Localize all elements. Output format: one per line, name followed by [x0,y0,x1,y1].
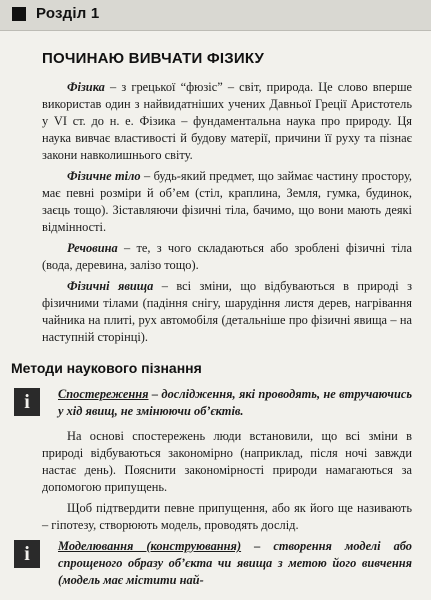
info-text-modeling [58,538,412,589]
paragraph-hypothesis: Щоб підтвердити певне припущення, або як його ще називають – гіпотезу, створюють модель, проводять дослід. [42,501,412,532]
info-text-observation [58,386,412,420]
page-header [0,0,431,31]
paragraph-physics [42,79,412,164]
header-square-marker [12,7,26,21]
paragraph-physical-body-text: – будь-який предмет, що займає частину простору, має певні розміри й об’ем (стіл, краплина, Земля, гумка, будинок, заєць тощо). Зіставляючи фізичні тіла, бачимо, що вони мають деякі відмінності. [42,169,412,234]
section-title: ПОЧИНАЮ ВИВЧАТИ ФІЗИКУ [42,50,265,67]
paragraph-regularities: На основі спостережень люди встановили, що всі зміни в природі відбуваються закономірно (наприклад, після ночі завжди настає день). Пояснити закономірності природи намагаються за допомогою припущень. [42,429,412,494]
term-modeling: Моделювання (конструювання) [58,539,242,553]
info-box-observation [12,386,412,420]
subsection-title-methods: Методи наукового пізнання [11,360,202,376]
paragraph-phenomena [42,278,412,346]
info-text-observation-body: – дослідження, які проводять, не втручаючись у хід явищ, не змінюючи об’єктів. [58,387,412,418]
info-icon: і [14,540,40,568]
info-icon: і [14,388,40,416]
paragraph-substance-text: – те, з чого складаються або зроблені фізичні тіла (вода, деревина, залізо тощо). [42,241,412,272]
chapter-label: Розділ 1 [36,5,100,22]
paragraph-physics-text: – з грецької “фюзіс” – світ, природа. Це слово вперше використав один з найвидатніших учених Давньої Греції Аристотель у VI ст. до н. е. Фізика – фундаментальна наука про природу. Ця наука вивчає властивості й будову матерії, причини її руху та пізнає закони навколишнього світу. [42,80,412,162]
page-content [11,50,412,597]
term-observation: Спостереження [58,387,149,401]
term-physical-body: Фізичне тіло [67,169,141,183]
paragraph-substance [42,240,412,274]
info-box-modeling [12,538,412,589]
term-phenomena: Фізичні явища [67,279,154,293]
paragraph-phenomena-text: – всі зміни, що відбуваються в природі з фізичними тілами (падіння снігу, шарудіння листя дерев, нагрівання чайника на плиті, рух автомобіля (детальніше про фізичні явища – на наступній сторінці). [42,279,412,344]
term-physics: Фізика [67,80,105,94]
paragraph-physical-body [42,168,412,236]
term-substance: Речовина [67,241,118,255]
info-text-modeling-body: – створення моделі або спрощеного образу об’єкта чи явища з метою його вивчення (модель має містити най- [58,539,412,587]
